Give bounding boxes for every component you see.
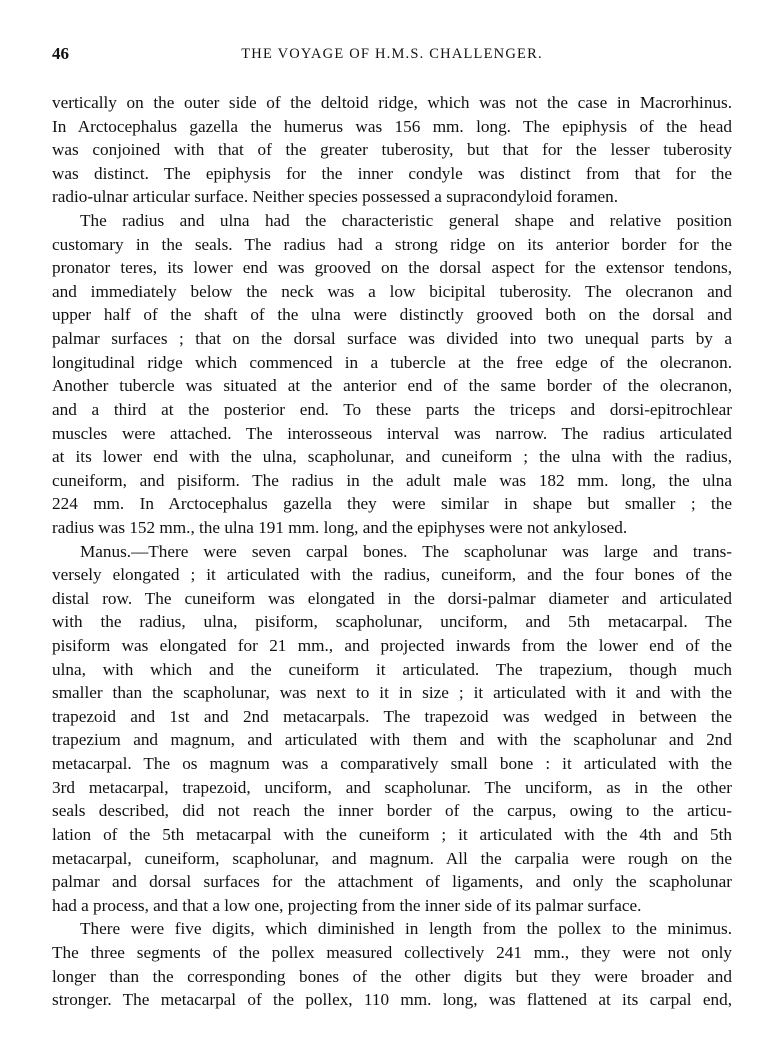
text-line: lation of the 5th metacarpal with the cuneiform ; it articulated with the 4th and 5th: [52, 824, 732, 844]
text-line: pisiform was elongated for 21 mm., and projected inwards from the lower end of the: [52, 636, 732, 656]
text-line: and a third at the posterior end. To these parts the triceps and dorsi-epitrochlear: [52, 399, 732, 419]
text-line: with the radius, ulna, pisiform, scapholunar, unciform, and 5th metacarpal. The: [52, 612, 732, 632]
text-line: 224 mm. In Arctocephalus gazella they were similar in shape but smaller ; the: [52, 494, 732, 514]
text-line: customary in the seals. The radius had a strong ridge on its anterior border for the: [52, 234, 732, 254]
text-line: at its lower end with the ulna, scapholunar, and cuneiform ; the ulna with the radius,: [52, 447, 732, 467]
text-line: and immediately below the neck was a low bicipital tuberosity. The olecranon and: [52, 281, 732, 301]
text-line: Manus.—There were seven carpal bones. The scapholunar was large and trans-: [80, 541, 732, 561]
text-line: Another tubercle was situated at the anterior end of the same border of the olecranon,: [52, 376, 732, 396]
text-line: longer than the corresponding bones of the other digits but they were broader and: [52, 966, 732, 986]
text-line: upper half of the shaft of the ulna were distinctly grooved both on the dorsal and: [52, 305, 732, 325]
text-line: palmar and dorsal surfaces for the attachment of ligaments, and only the scapholunar: [52, 872, 732, 892]
text-line: The radius and ulna had the characteristic general shape and relative position: [80, 211, 732, 231]
text-line: radius was 152 mm., the ulna 191 mm. long, and the epiphyses were not ankylosed.: [52, 517, 628, 537]
text-line: distal row. The cuneiform was elongated in the dorsi-palmar diameter and articulated: [52, 588, 732, 608]
text-line: was distinct. The epiphysis for the inner condyle was distinct from that for the: [52, 163, 732, 183]
running-head: THE VOYAGE OF H.M.S. CHALLENGER.: [241, 46, 543, 62]
text-line: pronator teres, its lower end was grooved on the dorsal aspect for the extensor tendons,: [52, 258, 732, 278]
text-line: metacarpal, cuneiform, scapholunar, and magnum. All the carpalia were rough on the: [52, 848, 732, 868]
text-line: trapezoid and 1st and 2nd metacarpals. The trapezoid was wedged in between the: [52, 706, 732, 726]
text-line: In Arctocephalus gazella the humerus was 156 mm. long. The epiphysis of the head: [52, 116, 732, 136]
text-line: longitudinal ridge which commenced in a tubercle at the free edge of the olecranon.: [52, 352, 732, 372]
text-line: seals described, did not reach the inner border of the carpus, owing to the articu-: [52, 801, 732, 821]
text-line: versely elongated ; it articulated with the radius, cuneiform, and the four bones of the: [52, 565, 732, 585]
body-text: [52, 91, 732, 1012]
page-header: [52, 44, 732, 68]
text-line: stronger. The metacarpal of the pollex, 110 mm. long, was flattened at its carpal end,: [52, 990, 732, 1010]
text-line: 3rd metacarpal, trapezoid, unciform, and scapholunar. The unciform, as in the other: [52, 777, 732, 797]
text-line: radio-ulnar articular surface. Neither species possessed a supracondyloid foramen.: [52, 187, 619, 207]
text-line: ulna, with which and the cuneiform it articulated. The trapezium, though much: [52, 659, 732, 679]
text-line: cuneiform, and pisiform. The radius in the adult male was 182 mm. long, the ulna: [52, 470, 732, 490]
text-line: trapezium and magnum, and articulated with them and with the scapholunar and 2nd: [52, 730, 732, 750]
text-line: metacarpal. The os magnum was a comparatively small bone : it articulated with the: [52, 754, 732, 774]
text-line: had a process, and that a low one, projecting from the inner side of its palmar surface.: [52, 895, 642, 915]
text-line: There were five digits, which diminished in length from the pollex to the minimus.: [80, 919, 732, 939]
text-line: smaller than the scapholunar, was next to it in size ; it articulated with it and with the: [52, 683, 732, 703]
text-line: muscles were attached. The interosseous interval was narrow. The radius articulated: [52, 423, 732, 443]
text-line: palmar surfaces ; that on the dorsal surface was divided into two unequal parts by a: [52, 329, 732, 349]
text-line: vertically on the outer side of the deltoid ridge, which was not the case in Macrorhinus.: [52, 93, 732, 112]
page-number: 46: [52, 44, 69, 63]
text-line: was conjoined with that of the greater tuberosity, but that for the lesser tuberosity: [52, 140, 732, 160]
text-line: The three segments of the pollex measured collectively 241 mm., they were not only: [52, 942, 732, 962]
